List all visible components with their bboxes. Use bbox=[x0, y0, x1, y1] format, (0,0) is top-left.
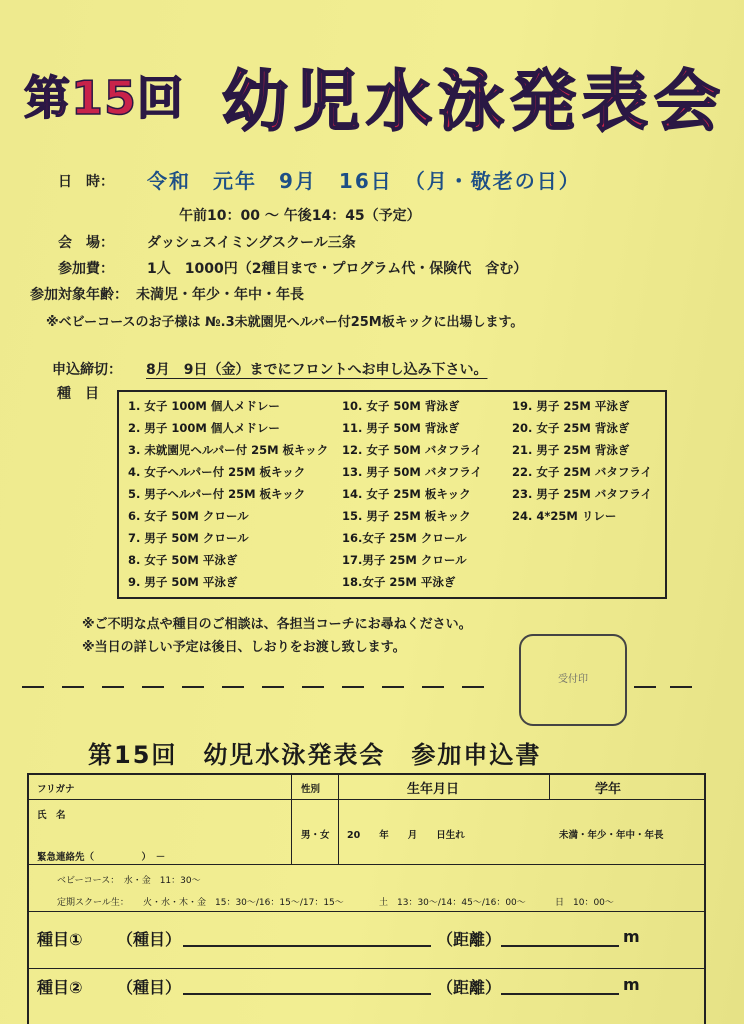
name-label: 氏 名 bbox=[37, 810, 66, 821]
event1-event-input[interactable] bbox=[183, 945, 431, 947]
regular-sunday-times: 日 10：00～ bbox=[555, 898, 614, 908]
event-item: 21. 男子 25M 背泳ぎ bbox=[512, 443, 630, 457]
furigana-label: フリガナ bbox=[37, 784, 75, 795]
event-main-title: 幼児水泳発表会 bbox=[222, 63, 726, 140]
note-inquiry: ※ご不明な点や種目のご相談は、各担当コーチにお尋ねください。 bbox=[82, 617, 472, 632]
form-title: 第15回 幼児水泳発表会 参加申込書 bbox=[88, 741, 542, 769]
event-item: 18.女子 25M 平泳ぎ bbox=[342, 575, 456, 589]
event-item: 4. 女子ヘルパー付 25M 板キック bbox=[128, 465, 306, 479]
fee-value: 1人 1000円（2種目まで・プログラム代・保険代 含む） bbox=[147, 261, 528, 277]
birth-header: 生年月日 bbox=[407, 782, 460, 797]
event-item: 10. 女子 50M 背泳ぎ bbox=[342, 399, 460, 413]
event-item: 14. 女子 25M 板キック bbox=[342, 487, 471, 501]
event-item: 9. 男子 50M 平泳ぎ bbox=[128, 575, 238, 589]
time-value: 午前10：00 ～ 午後14：45（予定） bbox=[179, 208, 421, 224]
event-item: 6. 女子 50M クロール bbox=[128, 509, 249, 523]
event-item: 12. 女子 50M バタフライ bbox=[342, 443, 482, 457]
event-item: 19. 男子 25M 平泳ぎ bbox=[512, 399, 630, 413]
event-item: 20. 女子 25M 背泳ぎ bbox=[512, 421, 630, 435]
cut-line bbox=[62, 686, 84, 688]
event-item: 22. 女子 25M バタフライ bbox=[512, 465, 652, 479]
events-label: 種 目 bbox=[57, 386, 99, 402]
event2-distance-input[interactable] bbox=[501, 993, 619, 995]
cut-line bbox=[142, 686, 164, 688]
stamp-text: 受付印 bbox=[558, 674, 588, 685]
deadline-value: 8月 9日（金）までにフロントへお申し込み下さい。 bbox=[146, 362, 488, 378]
gender-header: 性別 bbox=[301, 784, 321, 795]
cut-line bbox=[382, 686, 404, 688]
birth-date-template: 20 年 月 日生れ bbox=[347, 830, 465, 841]
form-rule bbox=[549, 775, 550, 799]
event-item: 8. 女子 50M 平泳ぎ bbox=[128, 553, 238, 567]
form-rule bbox=[29, 968, 704, 969]
event2-label: 種目② bbox=[37, 978, 83, 997]
grade-options: 未満・年少・年中・年長 bbox=[559, 830, 664, 841]
event-item: 11. 男子 50M 背泳ぎ bbox=[342, 421, 460, 435]
event2-event-input[interactable] bbox=[183, 993, 431, 995]
cut-line bbox=[422, 686, 444, 688]
event-item: 2. 男子 100M 個人メドレー bbox=[128, 421, 280, 435]
reception-stamp-box bbox=[519, 634, 627, 726]
cut-line bbox=[342, 686, 364, 688]
regular-saturday-times: 土 13：30～/14：45～/16：00～ bbox=[379, 898, 526, 908]
cut-line bbox=[182, 686, 204, 688]
cut-line bbox=[262, 686, 284, 688]
event-item: 23. 男子 25M バタフライ bbox=[512, 487, 652, 501]
form-rule bbox=[29, 911, 704, 912]
event-item: 5. 男子ヘルパー付 25M 板キック bbox=[128, 487, 306, 501]
event1-label: 種目① bbox=[37, 930, 83, 949]
emergency-contact: 緊急連絡先（ ） － bbox=[37, 852, 166, 863]
event-item: 13. 男子 50M バタフライ bbox=[342, 465, 482, 479]
fee-label: 参加費： bbox=[58, 261, 114, 277]
date-label: 日 時： bbox=[58, 174, 114, 190]
event2-event-field-label: （種目） bbox=[117, 978, 182, 997]
event-item: 24. 4*25M リレー bbox=[512, 509, 617, 523]
venue-value: ダッシュスイミングスクール三条 bbox=[147, 235, 356, 251]
cut-line bbox=[302, 686, 324, 688]
event1-event-field-label: （種目） bbox=[117, 930, 182, 949]
event2-unit: m bbox=[623, 975, 640, 994]
cut-line bbox=[102, 686, 124, 688]
event-item: 15. 男子 25M 板キック bbox=[342, 509, 471, 523]
deadline-label: 申込締切： bbox=[52, 362, 122, 378]
baby-course-schedule: ベビーコース： 水・金 11：30～ bbox=[57, 876, 201, 886]
event-item: 3. 未就園児ヘルパー付 25M 板キック bbox=[128, 443, 329, 457]
application-form bbox=[27, 773, 706, 1024]
cut-line bbox=[462, 686, 484, 688]
form-rule bbox=[29, 799, 704, 800]
venue-label: 会 場： bbox=[58, 235, 114, 251]
regular-school-label: 定期スクール生： bbox=[57, 898, 129, 908]
event-item: 17.男子 25M クロール bbox=[342, 553, 467, 567]
date-value: 令和 元年 9月 16日 （月・敬老の日） bbox=[147, 169, 581, 193]
form-rule bbox=[338, 775, 339, 864]
cut-line bbox=[22, 686, 44, 688]
age-label: 参加対象年齢： bbox=[30, 287, 128, 303]
cut-line bbox=[634, 686, 656, 688]
event1-unit: m bbox=[623, 927, 640, 946]
gender-options: 男・女 bbox=[301, 830, 330, 841]
note-schedule: ※当日の詳しい予定は後日、しおりをお渡し致します。 bbox=[82, 640, 406, 655]
age-value: 未満児・年少・年中・年長 bbox=[136, 287, 304, 303]
cut-line bbox=[222, 686, 244, 688]
event1-distance-field-label: （距離） bbox=[437, 930, 502, 949]
event1-distance-input[interactable] bbox=[501, 945, 619, 947]
event-item: 16.女子 25M クロール bbox=[342, 531, 467, 545]
event2-distance-field-label: （距離） bbox=[437, 978, 502, 997]
grade-header: 学年 bbox=[595, 782, 622, 797]
event-item: 7. 男子 50M クロール bbox=[128, 531, 249, 545]
regular-weekday-times: 火・水・木・金 15：30～/16：15～/17：15～ bbox=[143, 898, 344, 908]
event-number-title: 第15回 bbox=[24, 71, 185, 125]
events-table bbox=[117, 390, 667, 599]
form-rule bbox=[291, 775, 292, 864]
event-item: 1. 女子 100M 個人メドレー bbox=[128, 399, 280, 413]
form-rule bbox=[29, 864, 704, 865]
baby-course-note: ※ベビーコースのお子様は №.3未就園児ヘルパー付25M板キックに出場します。 bbox=[46, 315, 524, 330]
cut-line bbox=[670, 686, 692, 688]
